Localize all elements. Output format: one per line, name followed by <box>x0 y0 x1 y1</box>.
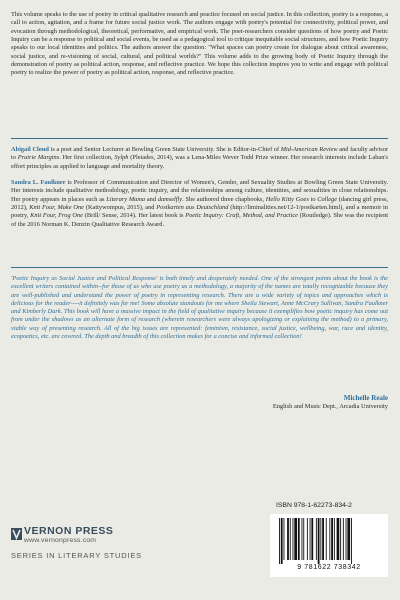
barcode-bars <box>278 518 380 564</box>
bio-title: Hello Kitty Goes to College <box>265 195 338 203</box>
barcode-bar <box>334 518 335 560</box>
review-quote: 'Poetic Inquiry as Social Justice and Political Response' is both timely and desperately needed. One of the strongest points about the book is the excellent writers contained within--for those of us who use poetry as a methodology, a majority of the names are totally recognizable because they are well-published and understand the power of poetry in representing research. There are a wide variety of topics and approaches which is delicious for the reader----it definitely was for me! Some absolute standouts for me where Sheila Stewart, Anne McCrary Sullivan, Sandra Faulkner and Kimberly Dark. This book will have a massive impact in the field of qualitative inquiry because it exemplifies how poetic inquiry has come out from under the shadows as an alternate form of research (wherein researchers were always apologizing or explaining the method) to a primary, viable way of presenting research. All of the big issues are represented: feminism, resistance, social justice, wellbeing, war, race and identity, ecopoetics, etc. are covered. The depth and breadth of this collection makes for a concise and informed collection! <box>11 275 388 340</box>
barcode-bar <box>281 518 283 564</box>
divider-top <box>11 138 388 139</box>
bio-text: is Professor of Communication and Director of Women's, Gender, and Sexuality Studies at Bowling Green State University. Her interests include qualitative methodology, poetic inquiry, and the relationships among culture, identities, and sexualities in close relationships. Her poetry appears in places such as <box>11 179 388 203</box>
bio-title: Poetic Inquiry: Craft, Method, and Practice <box>185 212 298 220</box>
bio-title: Prairie Margins <box>17 154 60 162</box>
barcode-bar <box>346 518 347 560</box>
bio-text: (Routledge). She was the recipient of the 2016 Norman K. Denzin Qualitative Research Award. <box>11 212 389 228</box>
bio-title: Postkarten aus Deutschland <box>156 204 229 212</box>
barcode-bar <box>284 518 285 560</box>
barcode-bar <box>318 518 320 564</box>
isbn-label: ISBN 978-1-62273-834-2 <box>276 502 352 509</box>
barcode-bar <box>337 518 340 560</box>
book-description: This volume speaks to the use of poetry in critical qualitative research and practice focused on social justice. In this collection, poetry is a response, a call to action, agitation, and a frame for future social justice work. The authors engage with poetry's potential for connectivity, political power, and evocation through methodological, theoretical, performative, and empirical work. The poet-researchers consider questions of how poetry and Poetic Inquiry can be a response to political and social events, be used as a pedagogical tool to critique inequitable social structures, and how Poetic Inquiry speaks to our local identities and politics. The authors answer the question: "What spaces can poetry create for dialogue about critical awareness, social justice, and re-visioning of social, cultural, and political worlds?" This volume adds to the growing body of Poetic Inquiry through the demonstration of poetry as political action, response, and reflective practice. We hope this collection inspires you to write and engage with political poetry to realize the power of poetry as political action, response, and reflective practice. <box>11 11 388 77</box>
bio-text: (Brill/ Sense, 2014). Her latest book is <box>82 212 186 220</box>
bio-text: . Her first collection, <box>59 154 115 162</box>
barcode-bar <box>329 518 330 560</box>
barcode-bar <box>302 518 303 560</box>
barcode <box>270 514 388 577</box>
barcode-bar <box>340 518 341 560</box>
bio-text: (dancing girl press, 2012), <box>11 195 388 212</box>
barcode-bar <box>279 518 280 564</box>
bio-title: Knit Four, Frog One <box>30 212 83 220</box>
bio-text: and faculty advisor to <box>11 146 388 162</box>
author-name-cloud: Abigail Cloud <box>11 146 49 153</box>
series-name: SERIES IN LITERARY STUDIES <box>11 551 142 560</box>
bio-text: (http://liminalities.net/12-1/postkarten.html), and a memoir in poetry, <box>11 204 388 220</box>
divider-middle <box>11 267 388 268</box>
barcode-bar <box>298 518 300 560</box>
barcode-bar <box>293 518 294 560</box>
barcode-bar <box>347 518 350 560</box>
bio-title: Mid-American Review <box>280 146 338 153</box>
barcode-bar <box>311 518 313 560</box>
barcode-bar <box>351 518 352 564</box>
bio-text: and <box>145 195 158 203</box>
barcode-bar <box>303 518 304 560</box>
barcode-bar <box>290 518 291 560</box>
barcode-digits: 9 781622 738342 <box>297 564 361 571</box>
bio-text: . She authored three chapbooks, <box>182 195 266 203</box>
author-bio-faulkner <box>11 179 388 229</box>
publisher-url: www.vernonpress.com <box>24 537 97 544</box>
barcode-bar <box>294 518 297 560</box>
barcode-bar <box>320 518 321 560</box>
bio-text: (Kattywompus, 2015), and <box>84 204 157 212</box>
barcode-bar <box>331 518 333 560</box>
reviewer-affiliation: English and Music Dept., Arcadia University <box>272 403 388 410</box>
barcode-bar <box>322 518 324 560</box>
bio-title: Sylph <box>114 154 129 162</box>
bio-title: Knit Four, Make One <box>29 204 84 212</box>
reviewer-name: Michelle Reale <box>343 394 388 402</box>
bio-text: (Pleiades, 2014), was a Lena-Miles Wever Todd Prize winner. Her research interests include Laban's effort principles as applied to language and mortality theory. <box>11 154 388 170</box>
vernon-press-logo-icon <box>11 528 22 540</box>
bio-title: Literary Mama <box>106 195 146 203</box>
bio-title: damselfly <box>157 195 183 203</box>
bio-text: is a poet and Senior Lecturer at Bowling Green State University. She is Editor-in-Chief of <box>48 146 281 153</box>
barcode-bar <box>316 518 317 560</box>
barcode-bar <box>343 518 344 560</box>
barcode-bar <box>326 518 327 560</box>
author-bio-cloud <box>11 146 388 171</box>
author-name-faulkner: Sandra L. Faulkner <box>11 179 66 186</box>
barcode-bar <box>287 518 289 560</box>
barcode-bar <box>307 518 308 560</box>
barcode-bar <box>310 518 311 560</box>
publisher-name: VERNON PRESS <box>24 525 114 537</box>
